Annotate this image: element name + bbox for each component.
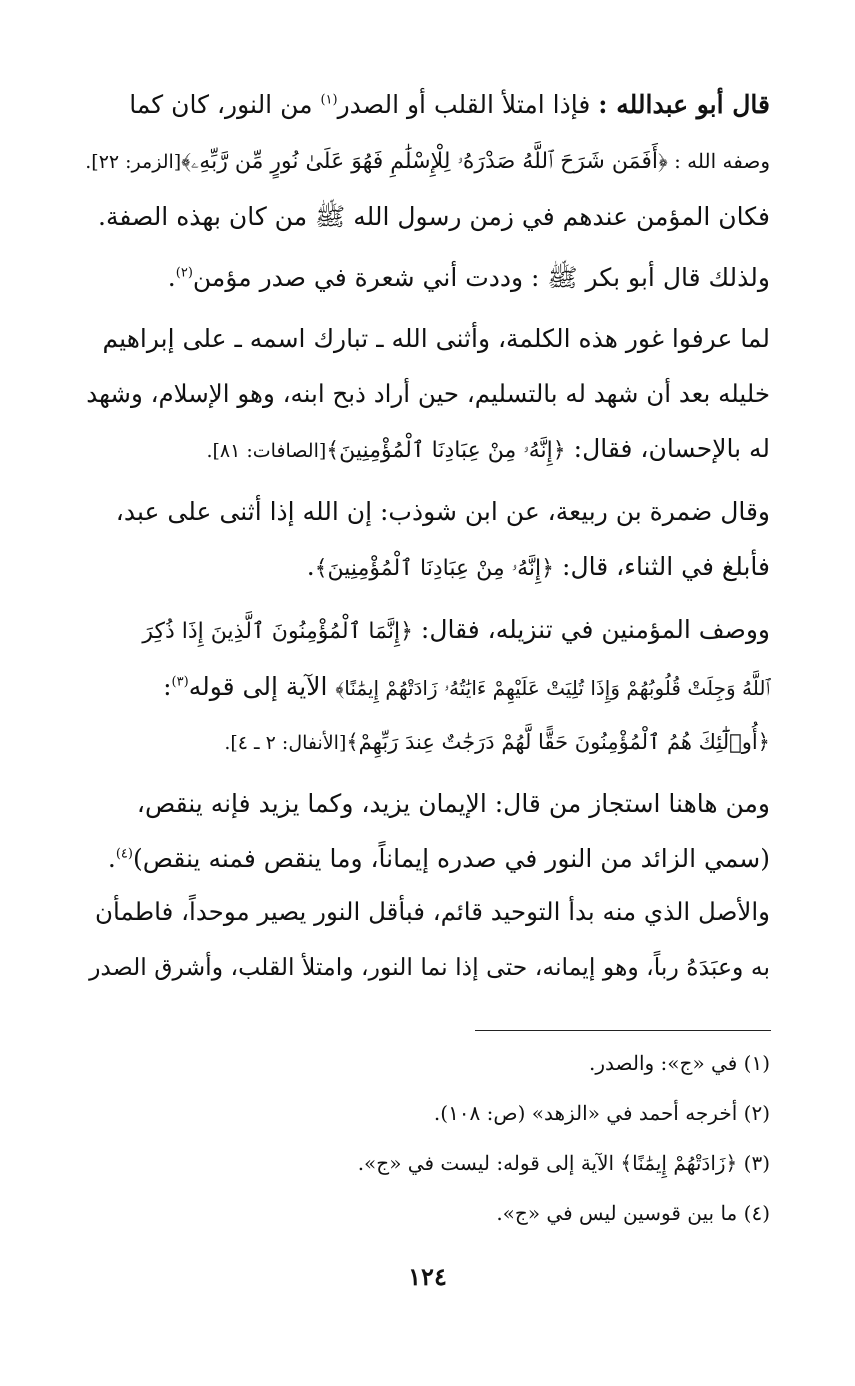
body-text: ومن هاهنا استجاز من قال: الإيمان يزيد، وكما يزيد فإنه ينقص، bbox=[136, 789, 770, 818]
body-line bbox=[206, 430, 770, 470]
footnote-text: ﴿زَادَتْهُمْ إِيمَٰنًا﴾ الآية إلى قوله: ليست في «ج». bbox=[357, 1151, 738, 1175]
body-line bbox=[85, 142, 770, 181]
footnote-ref: (٢) bbox=[175, 265, 193, 281]
body-line bbox=[89, 948, 770, 986]
body-line bbox=[163, 668, 770, 707]
verse-citation: [الأنفال: ٢ ـ ٤]. bbox=[224, 732, 347, 754]
quran-verse: ﴿أَفَمَن شَرَحَ ٱللَّهُ صَدْرَهُۥ لِلْإِسْلَٰمِ فَهُوَ عَلَىٰ نُورٍ مِّن رَّبِّهِۦ﴾ bbox=[181, 149, 668, 174]
footnote bbox=[496, 1198, 770, 1228]
footnote-divider bbox=[475, 1030, 771, 1031]
body-line bbox=[142, 611, 770, 651]
quran-verse: ﴿إِنَّهُۥ مِنْ عِبَادِنَا ٱلْمُؤْمِنِينَ﴾ bbox=[326, 438, 566, 463]
body-text: فإذا امتلأ القلب أو الصدر bbox=[337, 90, 591, 119]
footnote-ref: (٤) bbox=[115, 846, 133, 862]
page-number: ١٢٤ bbox=[408, 1262, 447, 1291]
body-line bbox=[137, 785, 770, 823]
body-line bbox=[168, 259, 770, 297]
footnote-text: ما بين قوسين ليس في «ج». bbox=[496, 1201, 738, 1225]
verse-citation: [الصافات: ٨١]. bbox=[206, 440, 327, 462]
footnote-number: (١) bbox=[743, 1051, 770, 1075]
quran-verse: ﴿إِنَّمَا ٱلْمُؤْمِنُونَ ٱلَّذِينَ إِذَا ذُكِرَ bbox=[142, 619, 413, 644]
quran-verse: ﴿أُو۟لَٰٓئِكَ هُمُ ٱلْمُؤْمِنُونَ حَقًّا لَّهُمْ دَرَجَٰتٌ عِندَ رَبِّهِمْ﴾ bbox=[346, 730, 770, 754]
footnote-number: (٤) bbox=[743, 1201, 770, 1225]
body-text: . bbox=[107, 844, 116, 873]
body-text: فكان المؤمن عندهم في زمن رسول الله ﷺ من كان بهذه الصفة. bbox=[98, 202, 770, 231]
body-text: به وعبَدَهُ رباً، وهو إيمانه، حتى إذا نما النور، وامتلأ القلب، وأشرق الصدر bbox=[89, 953, 770, 981]
body-line bbox=[108, 840, 770, 878]
body-line bbox=[116, 493, 770, 531]
body-text: ولذلك قال أبو بكر ﷺ : وددت أني شعرة في صدر مؤمن bbox=[192, 263, 770, 292]
footnote-ref: (٣) bbox=[171, 674, 189, 690]
body-line bbox=[98, 198, 770, 236]
verse-citation: [الزمر: ٢٢]. bbox=[85, 151, 182, 173]
footnote bbox=[589, 1048, 770, 1078]
body-text: فأبلغ في الثناء، قال: bbox=[562, 552, 770, 581]
body-line bbox=[95, 893, 770, 931]
body-text: وقال ضمرة بن ربيعة، عن ابن شوذب: إن الله إذا أثنى على عبد، bbox=[115, 497, 770, 526]
footnote-number: (٣) bbox=[743, 1151, 770, 1175]
body-line bbox=[129, 86, 770, 124]
footnote-number: (٢) bbox=[743, 1101, 770, 1125]
body-line bbox=[86, 375, 770, 413]
body-text: (سمي الزائد من النور في صدره إيماناً، وما ينقص فمنه ينقص) bbox=[132, 844, 770, 873]
footnote bbox=[434, 1098, 770, 1128]
footnote bbox=[358, 1148, 770, 1178]
body-text: . bbox=[306, 552, 315, 581]
footnote-text: في «ج»: والصدر. bbox=[589, 1051, 738, 1075]
body-text: ووصف المؤمنين في تنزيله، فقال: bbox=[420, 615, 770, 644]
quran-verse: ٱللَّهُ وَجِلَتْ قُلُوبُهُمْ وَإِذَا تُلِيَتْ عَلَيْهِمْ ءَايَٰتُهُۥ زَادَتْهُمْ إِيمَٰنًا﴾ bbox=[335, 676, 770, 700]
quran-verse: ﴿إِنَّهُۥ مِنْ عِبَادِنَا ٱلْمُؤْمِنِينَ﴾ bbox=[314, 556, 555, 581]
footnote-ref: (١) bbox=[320, 92, 338, 108]
body-text: : bbox=[163, 672, 172, 701]
footnote-text: أخرجه أحمد في «الزهد» (ص: ١٠٨). bbox=[433, 1101, 738, 1125]
body-text: وصفه الله : bbox=[674, 149, 770, 173]
body-text: والأصل الذي منه بدأ التوحيد قائم، فبأقل النور يصير موحداً، فاطمأن bbox=[95, 897, 770, 926]
body-text: الآية إلى قوله bbox=[188, 672, 328, 701]
body-text: من النور، كان كما bbox=[129, 90, 313, 119]
body-line bbox=[224, 722, 770, 762]
body-line bbox=[103, 320, 770, 358]
body-text: لما عرفوا غور هذه الكلمة، وأثنى الله ـ تبارك اسمه ـ على إبراهيم bbox=[102, 324, 770, 353]
body-text: . bbox=[167, 263, 176, 292]
speaker-name: قال أبو عبدالله : bbox=[598, 90, 770, 119]
body-text: خليله بعد أن شهد له بالتسليم، حين أراد ذبح ابنه، وهو الإسلام، وشهد bbox=[86, 379, 770, 408]
body-line bbox=[307, 548, 770, 588]
body-text: له بالإحسان، فقال: bbox=[573, 434, 770, 463]
